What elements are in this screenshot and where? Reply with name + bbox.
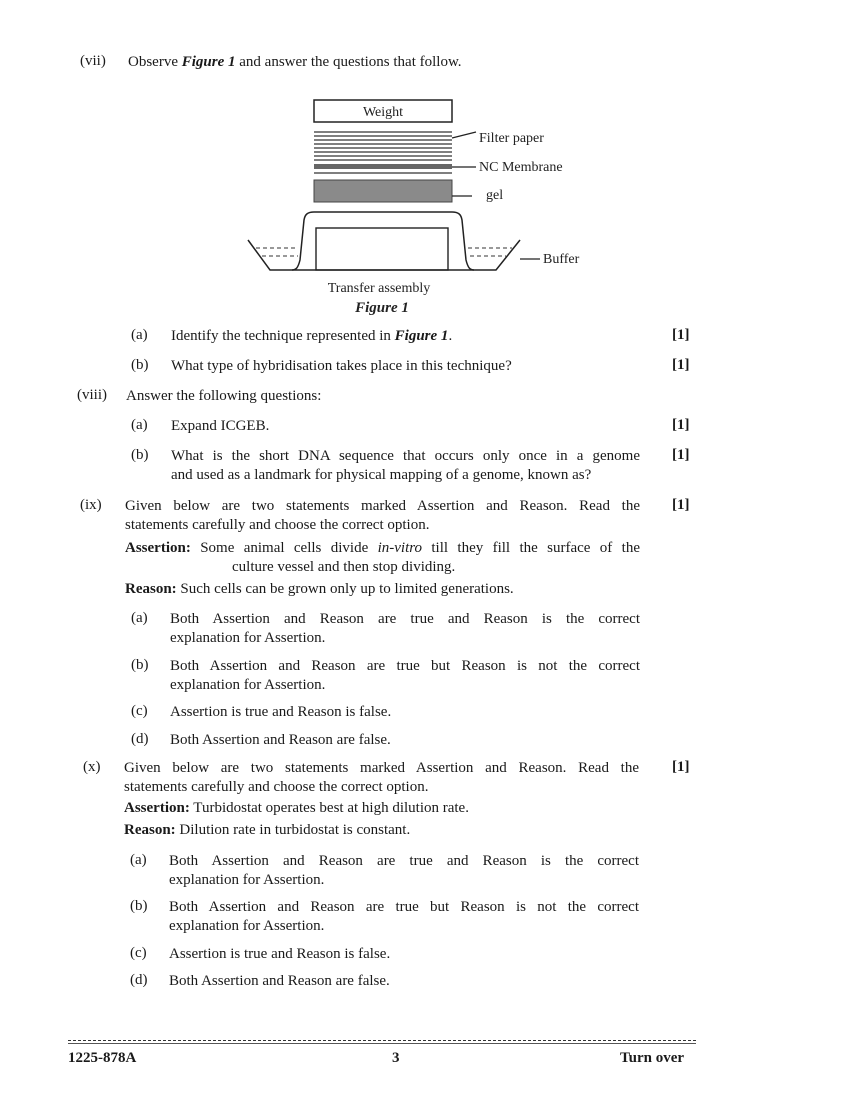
subquestion-label: (a): [131, 327, 148, 343]
question-ix-assertion-line2: culture vessel and then stop dividing.: [232, 559, 456, 575]
page-number: 3: [392, 1050, 400, 1066]
question-ix-line1: Given below are two statements marked Assertion and Reason. Read the: [125, 498, 640, 514]
question-ix-reason: [125, 580, 514, 599]
question-text: .: [448, 328, 453, 344]
option-line: Both Assertion and Reason are false.: [170, 732, 391, 748]
question-x-reason: [124, 821, 410, 840]
question-number-x: (x): [83, 759, 101, 775]
option-line: Both Assertion and Reason are false.: [169, 973, 390, 989]
assertion-text: Turbidostat operates best at high dilution rate.: [189, 800, 469, 816]
turn-over-label: Turn over: [620, 1050, 685, 1066]
option-label: (b): [131, 657, 149, 673]
gel-layer: [314, 180, 452, 202]
figure-reference: Figure 1: [394, 328, 449, 344]
marks-badge: [1]: [672, 357, 690, 373]
nc-membrane-label: NC Membrane: [479, 160, 563, 175]
option-line: explanation for Assertion.: [169, 872, 325, 888]
question-x-line2: statements carefully and choose the correct option.: [124, 779, 429, 795]
filter-paper-label: Filter paper: [479, 131, 544, 146]
assertion-text: till they fill the surface of the: [422, 540, 640, 556]
subquestion-label: (b): [131, 447, 149, 463]
assertion-label: Assertion:: [124, 800, 190, 816]
option-label: (d): [130, 972, 148, 988]
question-x-line1: Given below are two statements marked Assertion and Reason. Read the: [124, 760, 639, 776]
figure-reference: Figure 1: [181, 54, 236, 70]
question-viii-a-text: Expand ICGEB.: [171, 418, 270, 434]
nc-membrane-layer: [314, 164, 452, 169]
paper-code: 1225-878A: [68, 1050, 137, 1066]
question-vii-b-text: What type of hybridisation takes place in this technique?: [171, 358, 512, 374]
question-ix-line2: statements carefully and choose the correct option.: [125, 517, 430, 533]
question-x-assertion: [124, 799, 469, 818]
footer-divider: [68, 1040, 696, 1041]
gel-label: gel: [486, 188, 504, 203]
question-vii-a-text: [171, 327, 452, 346]
buffer-label: Buffer: [543, 252, 580, 267]
marks-badge: [1]: [672, 497, 690, 513]
option-line: Both Assertion and Reason are true and Reason is the correct: [169, 853, 639, 869]
question-vii-intro: [128, 53, 462, 72]
option-line: explanation for Assertion.: [170, 630, 326, 646]
option-line: Assertion is true and Reason is false.: [170, 704, 392, 720]
option-line: explanation for Assertion.: [169, 918, 325, 934]
subquestion-label: (b): [131, 357, 149, 373]
question-text: Identify the technique represented in: [171, 328, 395, 344]
question-number-viii: (viii): [77, 387, 107, 403]
option-line: Both Assertion and Reason are true and Reason is the correct: [170, 611, 640, 627]
question-number-vii: (vii): [80, 53, 106, 69]
option-line: Assertion is true and Reason is false.: [169, 946, 391, 962]
option-line: explanation for Assertion.: [170, 677, 326, 693]
option-line: Both Assertion and Reason are true but Reason is not the correct: [170, 658, 640, 674]
figure-caption: Transfer assembly: [327, 281, 431, 296]
intro-text: Observe: [128, 54, 182, 70]
assertion-label: Assertion:: [125, 540, 191, 556]
marks-badge: [1]: [672, 759, 690, 775]
reason-text: Such cells can be grown only up to limited generations.: [176, 581, 514, 597]
marks-badge: [1]: [672, 447, 690, 463]
question-number-ix: (ix): [80, 497, 102, 513]
question-viii-intro: Answer the following questions:: [126, 388, 322, 404]
transfer-assembly-figure: [240, 92, 620, 322]
question-ix-assertion: [125, 539, 640, 558]
assertion-italic: in-vitro: [377, 540, 423, 556]
filter-paper-layers: [314, 132, 452, 160]
marks-badge: [1]: [672, 417, 690, 433]
option-line: Both Assertion and Reason are true but Reason is not the correct: [169, 899, 639, 915]
question-viii-b-line2: and used as a landmark for physical mapping of a genome, known as?: [171, 467, 592, 483]
option-label: (d): [131, 731, 149, 747]
figure-title: Figure 1: [355, 300, 409, 316]
option-label: (b): [130, 898, 148, 914]
intro-text: and answer the questions that follow.: [235, 54, 462, 70]
option-label: (a): [130, 852, 147, 868]
option-label: (c): [131, 703, 148, 719]
weight-label: Weight: [362, 105, 404, 120]
option-label: (c): [130, 945, 147, 961]
footer-divider: [68, 1043, 696, 1044]
reason-label: Reason:: [124, 822, 176, 838]
reason-label: Reason:: [125, 581, 177, 597]
marks-badge: [1]: [672, 327, 690, 343]
assertion-text: Some animal cells divide: [190, 540, 378, 556]
subquestion-label: (a): [131, 417, 148, 433]
option-label: (a): [131, 610, 148, 626]
question-viii-b-line1: What is the short DNA sequence that occurs only once in a genome: [171, 448, 640, 464]
reason-text: Dilution rate in turbidostat is constant.: [175, 822, 411, 838]
